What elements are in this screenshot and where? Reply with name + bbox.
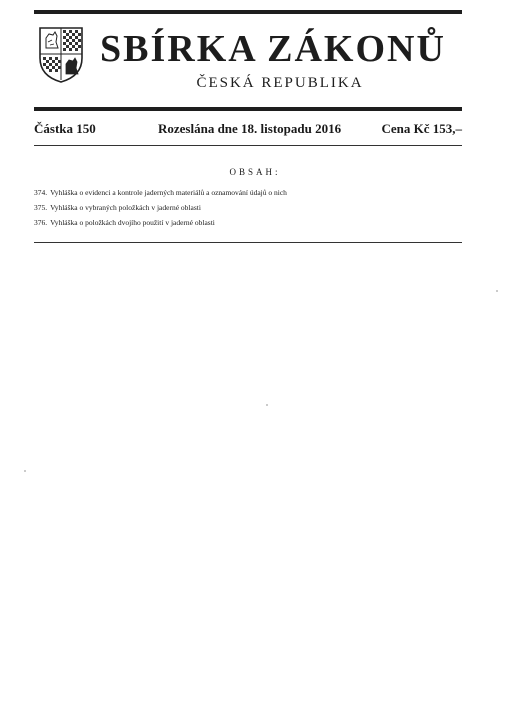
contents-list bbox=[34, 186, 462, 231]
info-rule bbox=[34, 145, 462, 146]
issue-info-row bbox=[34, 120, 462, 138]
contents-rule bbox=[34, 242, 462, 243]
contents-item-number: 376. bbox=[34, 218, 48, 227]
contents-item[interactable] bbox=[34, 186, 462, 201]
contents-item[interactable] bbox=[34, 201, 462, 216]
issue-price: Cena Kč 153,– bbox=[381, 121, 462, 136]
scan-speck bbox=[496, 290, 498, 292]
top-rule bbox=[34, 10, 462, 14]
issue-number: Částka 150 bbox=[34, 121, 96, 136]
gazette-title: SBÍRKA ZÁKONŮ bbox=[100, 28, 446, 70]
coat-of-arms-icon bbox=[36, 24, 86, 84]
gazette-subtitle: ČESKÁ REPUBLIKA bbox=[196, 75, 364, 91]
contents-item[interactable] bbox=[34, 216, 462, 231]
contents-item-number: 374. bbox=[34, 188, 48, 197]
scan-speck bbox=[266, 404, 268, 406]
contents-heading: OBSAH: bbox=[229, 167, 281, 177]
contents-item-title: Vyhláška o evidenci a kontrole jaderných materiálů a oznamování údajů o nich bbox=[50, 188, 287, 197]
issue-date: Rozeslána dne 18. listopadu 2016 bbox=[158, 121, 342, 136]
scan-speck bbox=[24, 470, 26, 472]
contents-item-number: 375. bbox=[34, 203, 48, 212]
masthead-rule bbox=[34, 107, 462, 111]
contents-item-title: Vyhláška o vybraných položkách v jaderné oblasti bbox=[50, 203, 201, 212]
contents-item-title: Vyhláška o položkách dvojího použití v jaderné oblasti bbox=[50, 218, 215, 227]
